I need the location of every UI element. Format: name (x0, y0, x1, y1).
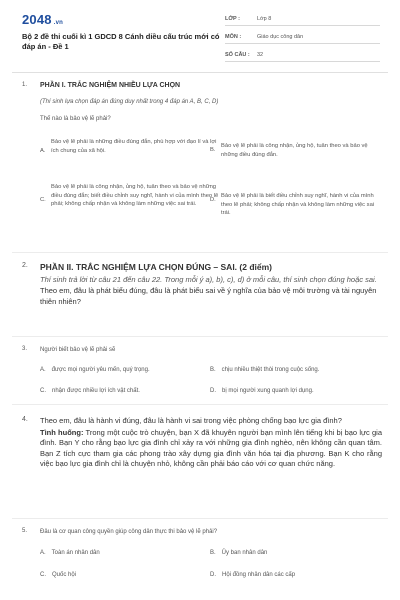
question-divider (12, 336, 388, 337)
question-3 (22, 346, 382, 402)
option-label: C. (40, 572, 46, 578)
option-text: chịu nhiều thiệt thòi trong cuộc sống. (221, 367, 320, 373)
option-b[interactable] (210, 142, 382, 164)
question-number: 3. (22, 346, 28, 352)
question-5 (22, 528, 382, 590)
question-body (40, 82, 382, 124)
meta-value: Lớp 8 (257, 15, 272, 22)
page-header (0, 0, 400, 64)
question-divider (12, 404, 388, 405)
option-text: Bảo vệ lẽ phải là công nhận, ủng hộ, tuân theo và bảo vệ những điều đúng đắn; biết điều chỉnh suy nghĩ, hành vi của mình theo lẽ phải; không chấp nhận và không làm những việc sai trái. (51, 184, 219, 207)
option-text: Bảo vệ lẽ phải là công nhận, ủng hộ, tuân theo và bảo vệ những điều đúng đắn. (221, 143, 368, 158)
option-label: A. (40, 550, 46, 556)
option-text: Hội đồng nhân dân các cấp (222, 572, 296, 578)
logo-main: 2048 (22, 12, 52, 27)
question-stem: Theo em, đâu là hành vi đúng, đâu là hành vi sai trong việc phòng chống bạo lực gia đình? (40, 416, 342, 425)
option-c[interactable] (40, 183, 220, 235)
section-instruction: Thí sinh trả lời từ câu 21 đến câu 22. Trong mỗi ý a), b), c), d) ở mỗi câu, thí sinh chọn đúng hoặc sai. (40, 275, 377, 284)
option-text: nhận được nhiều lợi ích vật chất. (52, 388, 140, 394)
option-c[interactable] (40, 388, 140, 394)
question-divider (12, 518, 388, 519)
option-text: bị mọi người xung quanh lợi dụng. (222, 388, 314, 394)
question-1 (22, 82, 382, 252)
exam-meta (225, 12, 380, 66)
site-logo[interactable] (22, 12, 63, 27)
option-label: B. (210, 147, 216, 153)
option-label: A. (40, 148, 46, 154)
question-divider (12, 252, 388, 253)
option-a[interactable] (40, 367, 150, 373)
logo-suffix: .vn (53, 20, 64, 26)
question-body (40, 416, 382, 470)
case-study (40, 428, 382, 470)
header-divider (12, 72, 388, 73)
option-c[interactable] (40, 572, 76, 578)
question-body (40, 346, 382, 355)
meta-value: 32 (257, 51, 264, 58)
meta-row-class (225, 12, 380, 26)
option-text: Bảo vệ lẽ phải là những điều đúng đắn, phù hợp với đạo lí và lợi ích chung của xã hội. (51, 139, 217, 154)
question-body (40, 262, 382, 307)
option-text: Toàn án nhân dân (51, 550, 100, 556)
case-label: Tình huống: (40, 427, 84, 437)
option-label: D. (210, 388, 216, 394)
meta-key: SỐ CÂU : (225, 51, 250, 58)
question-2 (22, 262, 382, 334)
meta-key: MÔN : (225, 33, 242, 40)
option-d[interactable] (210, 192, 382, 224)
section-title: PHẦN I. TRẮC NGHIỆM NHIỀU LỰA CHỌN (40, 82, 181, 89)
meta-row-count (225, 48, 380, 62)
option-label: C. (40, 197, 46, 203)
question-body (40, 528, 382, 537)
option-text: Quốc hội (52, 572, 77, 578)
question-number: 5. (22, 528, 28, 534)
option-label: D. (210, 572, 216, 578)
option-d[interactable] (210, 388, 314, 394)
question-number: 2. (22, 262, 28, 269)
page-title: Bộ 2 đề thi cuối kì 1 GDCD 8 Cánh diều cấu trúc mới có đáp án - Đề 1 (22, 32, 220, 51)
option-label: A. (40, 367, 46, 373)
section-instruction: (Thí sinh lựa chọn đáp án đúng duy nhất trong 4 đáp án A, B, C, D) (40, 99, 219, 105)
option-text: được mọi người yêu mến, quý trọng. (51, 367, 150, 373)
question-stem: Người biết bảo vệ lẽ phải sẽ (40, 347, 116, 353)
meta-row-subject (225, 30, 380, 44)
option-label: B. (210, 550, 216, 556)
option-d[interactable] (210, 572, 295, 578)
option-label: B. (210, 367, 216, 373)
question-number: 4. (22, 416, 28, 423)
option-b[interactable] (210, 367, 319, 373)
option-a[interactable] (40, 138, 220, 168)
option-label: D. (210, 197, 216, 203)
option-b[interactable] (210, 550, 267, 556)
meta-value: Giáo dục công dân (257, 33, 304, 40)
question-4 (22, 416, 382, 516)
question-stem: Đâu là cơ quan công quyền giúp công dân thực thi bảo vệ lẽ phải? (40, 529, 218, 535)
case-text: Trong một cuộc trò chuyện, bạn X đã khuyên người bạn mình lên tiếng khi bị bạo lực gia đình. Bạn Y cho rằng bạo lực gia đình chỉ xảy ra với những gia đình nghèo, nên không cần quan tâm. Bạn Z tích cực tham gia các phong trào xây dựng gia đình văn hóa tại địa phương. Bạn K cho rằng việc bạo lực gia đình chỉ là chuyện nhỏ, không cần phải báo cáo với cơ quan chức năng. (40, 427, 382, 468)
question-stem: Theo em, đâu là phát biểu đúng, đâu là phát biểu sai về ý nghĩa của bảo vệ môi trường và tài nguyên thiên nhiên? (40, 286, 377, 306)
option-text: Ủy ban nhân dân (221, 550, 268, 556)
option-a[interactable] (40, 550, 100, 556)
question-stem: Thế nào là bảo vệ lẽ phải? (40, 116, 111, 122)
option-text: Bảo vệ lẽ phải là biết điều chỉnh suy nghĩ, hành vi của mình theo lẽ phải; không chấp nhận và không làm những việc sai trái. (221, 193, 375, 216)
option-label: C. (40, 388, 46, 394)
meta-key: LỚP : (225, 15, 240, 22)
section-title: PHẦN II. TRẮC NGHIỆM LỰA CHỌN ĐÚNG – SAI. (2 điểm) (40, 262, 272, 272)
question-number: 1. (22, 82, 28, 88)
